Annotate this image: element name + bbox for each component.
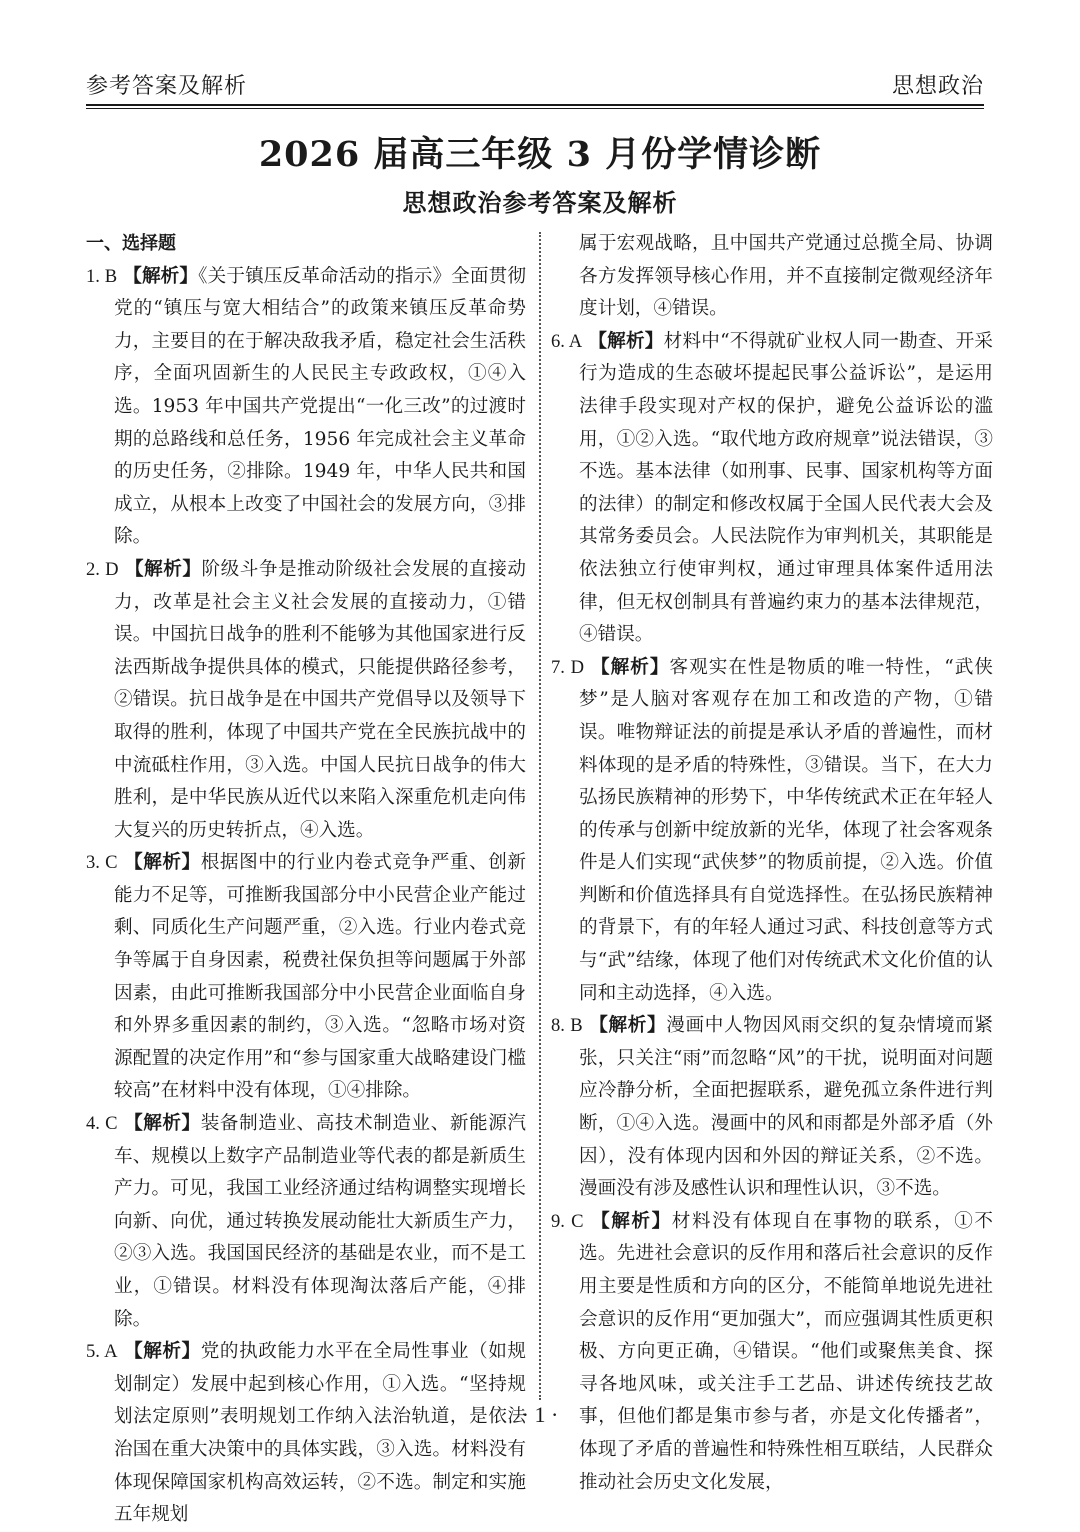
- page-number: · 1 ·: [521, 1402, 559, 1427]
- answer-text: 党的执政能力水平在全局性事业（如规划制定）发展中起到核心作用，①入选。“坚持规划法定原则”表明规划工作纳入法治轨道，是依法治国在重大决策中的具体实践，③入选。材料没有体现保障国家机构高效运转，②不选。制定和实施五年规划: [114, 1341, 526, 1526]
- question-number: 3. C: [86, 852, 118, 874]
- column-divider: [539, 232, 541, 1400]
- answer-text: 装备制造业、高技术制造业、新能源汽车、规模以上数字产品制造业等代表的都是新质生产力。可见，我国工业经济通过结构调整实现增长向新、向优，通过转换发展动能壮大新质生产力，②③入选。我国国民经济的基础是农业，而不是工业，①错误。材料没有体现淘汰落后产能，④排除。: [114, 1113, 526, 1330]
- page-title: 2026 届高三年级 3 月份学情诊断: [258, 134, 822, 175]
- analysis-tag: 【解析】: [124, 1341, 201, 1363]
- answer-item-2: [86, 554, 526, 847]
- question-number: 2. D: [86, 558, 119, 580]
- analysis-tag: 【解析】: [591, 656, 670, 678]
- analysis-tag: 【解析】: [589, 1015, 667, 1037]
- analysis-tag: 【解析】: [588, 330, 664, 352]
- answer-text: 根据图中的行业内卷式竞争严重、创新能力不足等，可推断我国部分中小民营企业产能过剩、同质化生产问题严重，②入选。行业内卷式竞争等属于自身因素，税费社保负担等问题属于外部因素，由此可推断我国部分中小民营企业面临自身和外界多重因素的制约，③入选。“忽略市场对资源配置的决定作用”和“参与国家重大战略建设门槛较高”在材料中没有体现，①④排除。: [114, 852, 526, 1102]
- answer-item-5-continuation: 属于宏观战略，且中国共产党通过总揽全局、协调各方发挥领导核心作用，并不直接制定微观经济年度计划，④错误。: [579, 233, 993, 320]
- header-subject-text: 思想政治: [891, 74, 984, 99]
- answer-item-7: [551, 652, 993, 1011]
- answer-item-4: [86, 1108, 526, 1336]
- answer-item-9: [551, 1206, 993, 1499]
- section-heading: 一、选择题: [86, 233, 176, 254]
- question-number: 8. B: [551, 1015, 583, 1037]
- analysis-tag: 【解析】: [124, 1113, 201, 1135]
- answer-item-5: [86, 1336, 526, 1532]
- answer-text: 《关于镇压反革命活动的指示》全面贯彻党的“镇压与宽大相结合”的政策来镇压反革命势力，主要目的在于解决敌我矛盾，稳定社会生活秩序，全面巩固新生的人民民主专政政权，①④入选。1953 年中国共产党提出“一化三改”的过渡时期的总路线和总任务，1956 年完成社会主义革命的历史任务，②排除。1949 年，中华人民共和国成立，从根本上改变了中国社会的发展方向，③排除。: [114, 265, 526, 548]
- analysis-tag: 【解析】: [124, 558, 202, 580]
- answer-text: 漫画中人物因风雨交织的复杂情境而紧张，只关注“雨”而忽略“风”的干扰，说明面对问题应冷静分析，全面把握联系，避免孤立条件进行判断，①④入选。漫画中的风和雨都是外部矛盾（外因），没有体现内因和外因的辩证关系，②不选。漫画没有涉及感性认识和理性认识，③不选。: [579, 1015, 993, 1200]
- header-rule-thin: [86, 108, 984, 109]
- answer-item-8: [551, 1010, 993, 1206]
- header-left-text: 参考答案及解析: [86, 74, 248, 99]
- question-number: 6. A: [551, 330, 583, 352]
- left-column: [86, 228, 526, 1532]
- answer-text: 客观实在性是物质的唯一特性，“武侠梦”是人脑对客观存在加工和改造的产物，①错误。唯物辩证法的前提是承认矛盾的普遍性，而材料体现的是矛盾的特殊性，③错误。当下，在大力弘扬民族精神的形势下，中华传统武术正在年轻人的传承与创新中绽放新的光华，体现了社会客观条件是人们实现“武侠梦”的物质前提，②入选。价值判断和价值选择具有自觉选择性。在弘扬民族精神的背景下，有的年轻人通过习武、科技创意等方式与“武”结缘，体现了他们对传统武术文化价值的认同和主动选择，④入选。: [579, 656, 993, 1004]
- analysis-tag: 【解析】: [124, 852, 201, 874]
- answer-text: 材料没有体现自在事物的联系，①不选。先进社会意识的反作用和落后社会意识的反作用主要是性质和方向的区分，不能简单地说先进社会意识的反作用“更加强大”，而应强调其性质更积极、方向更正确，④错误。“他们或聚焦美食、探寻各地风味，或关注手工艺品、讲述传统技艺故事，但他们都是集市参与者，亦是文化传播者”，体现了矛盾的普遍性和特殊性相互联结，人民群众推动社会历史文化发展，: [579, 1210, 993, 1493]
- page-subtitle: 思想政治参考答案及解析: [402, 189, 678, 217]
- header-rule: [86, 104, 984, 106]
- question-number: 4. C: [86, 1113, 118, 1135]
- question-number: 1. B: [86, 265, 118, 287]
- answer-text: 材料中“不得就矿业权人同一勘查、开采行为造成的生态破坏提起民事公益诉讼”，是运用法律手段实现对产权的保护，避免公益诉讼的滥用，①②入选。“取代地方政府规章”说法错误，③不选。基本法律（如刑事、民事、国家机构等方面的法律）的制定和修改权属于全国人民代表大会及其常务委员会。人民法院作为审判机关，其职能是依法独立行使审判权，通过审理具体案件适用法律，但无权创制具有普遍约束力的基本法律规范，④错误。: [579, 330, 993, 646]
- question-number: 5. A: [86, 1341, 118, 1363]
- question-number: 7. D: [551, 656, 585, 678]
- answer-item-6: [551, 326, 993, 652]
- answer-item-3: [86, 847, 526, 1108]
- right-column: [551, 228, 993, 1499]
- running-header: [86, 66, 984, 100]
- answer-text: 阶级斗争是推动阶级社会发展的直接动力，改革是社会主义社会发展的直接动力，①错误。中国抗日战争的胜利不能够为其他国家进行反法西斯战争提供具体的模式，只能提供路径参考，②错误。抗日战争是在中国共产党倡导以及领导下取得的胜利，体现了中国共产党在全民族抗战中的中流砥柱作用，③入选。中国人民抗日战争的伟大胜利，是中华民族从近代以来陷入深重危机走向伟大复兴的历史转折点，④入选。: [114, 558, 526, 841]
- question-number: 9. C: [551, 1210, 584, 1232]
- analysis-tag: 【解析】: [591, 1210, 672, 1232]
- analysis-tag: 【解析】: [123, 265, 199, 287]
- answer-item-1: [86, 261, 526, 554]
